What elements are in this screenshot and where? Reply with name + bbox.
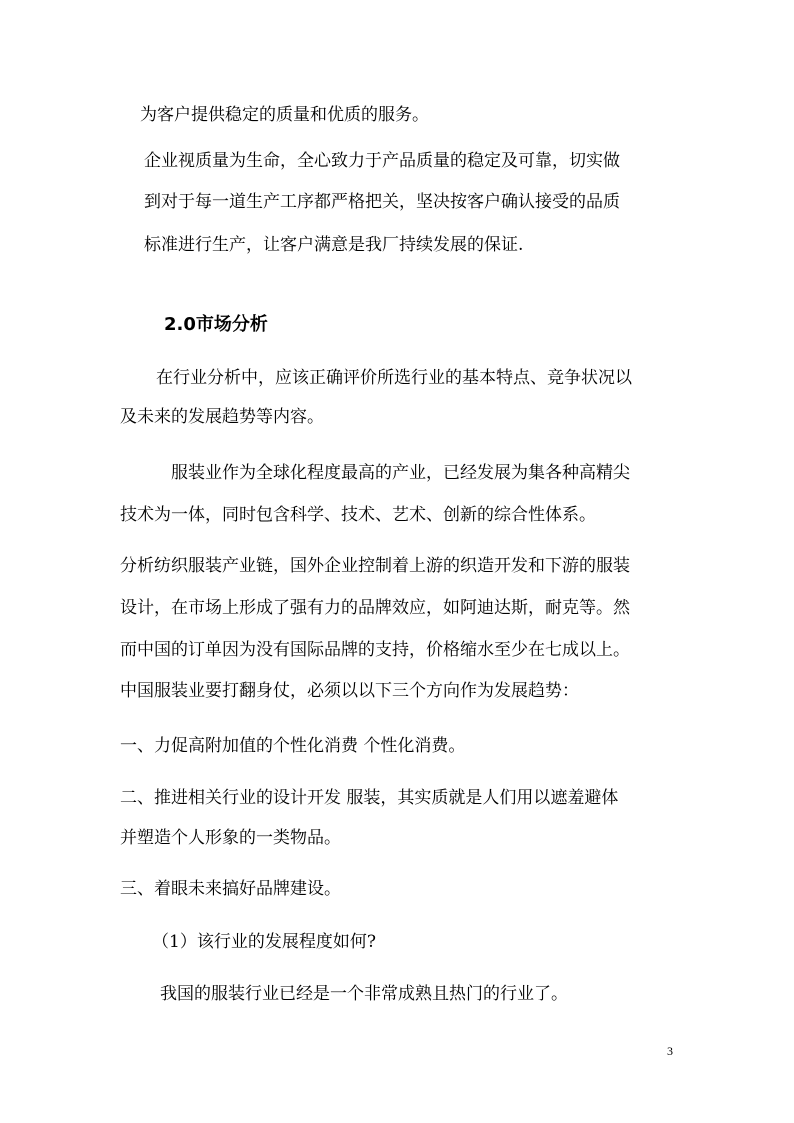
list-item-2-line-1: 二、推进相关行业的设计开发 服装，其实质就是人们用以遮羞避体 [120, 788, 619, 808]
intro-line-3: 到对于每一道生产工序都严格把关，坚决按客户确认接受的品质 [144, 192, 620, 212]
list-item-2-line-2: 并塑造个人形象的一类物品。 [120, 828, 341, 848]
page-number: 3 [667, 1044, 673, 1058]
paragraph-3-line-2: 设计，在市场上形成了强有力的品牌效应，如阿迪达斯，耐克等。然 [120, 598, 630, 618]
paragraph-1-line-2: 及未来的发展趋势等内容。 [120, 407, 324, 427]
intro-line-1: 为客户提供稳定的质量和优质的服务。 [140, 105, 429, 125]
list-item-3: 三、着眼未来搞好品牌建设。 [120, 879, 341, 899]
paragraph-2-line-1: 服装业作为全球化程度最高的产业，已经发展为集各种高精尖 [171, 463, 630, 483]
paragraph-3-line-1: 分析纺织服装产业链，国外企业控制着上游的织造开发和下游的服装 [120, 556, 630, 576]
list-item-1: 一、力促高附加值的个性化消费 个性化消费。 [120, 736, 466, 756]
paragraph-2-line-2: 技术为一体，同时包含科学、技术、艺术、创新的综合性体系。 [120, 505, 596, 525]
intro-line-4: 标准进行生产，让客户满意是我厂持续发展的保证. [144, 235, 524, 255]
paragraph-3-line-3: 而中国的订单因为没有国际品牌的支持，价格缩水至少在七成以上。 [120, 640, 630, 660]
section-heading: 2.0市场分析 [164, 314, 268, 335]
paragraph-3-line-4: 中国服装业要打翻身仗，必须以以下三个方向作为发展趋势： [120, 681, 579, 701]
intro-line-2: 企业视质量为生命，全心致力于产品质量的稳定及可靠，切实做 [144, 151, 620, 171]
question-1: （1）该行业的发展程度如何? [152, 932, 376, 952]
paragraph-1-line-1: 在行业分析中，应该正确评价所选行业的基本特点、竞争状况以 [156, 368, 632, 388]
answer-1: 我国的服装行业已经是一个非常成熟且热门的行业了。 [160, 984, 568, 1004]
